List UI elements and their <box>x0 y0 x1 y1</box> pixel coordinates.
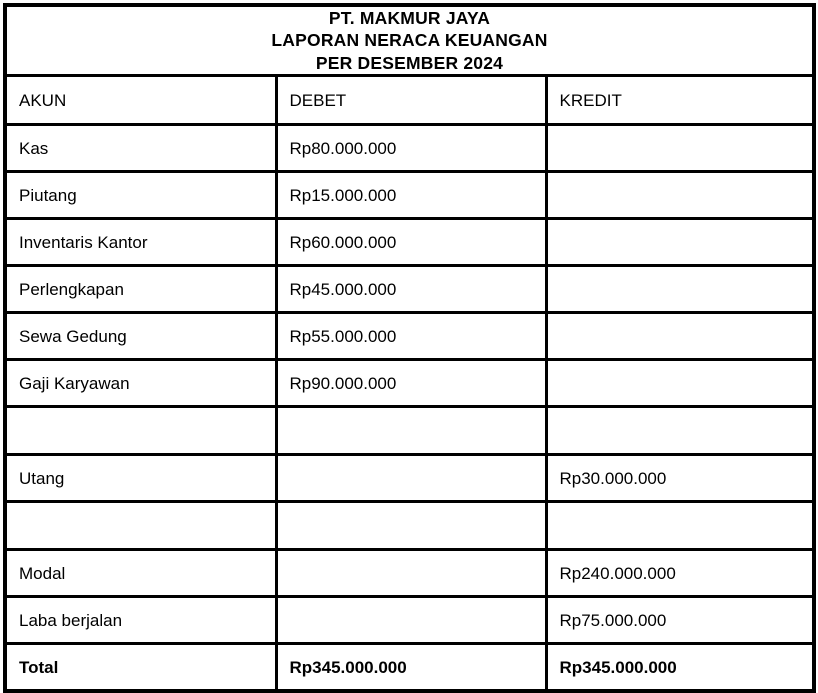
table-body <box>5 5 814 691</box>
cell-kredit: Rp30.000.000 <box>546 455 814 502</box>
table-row <box>5 360 814 407</box>
column-header-akun: AKUN <box>5 76 276 125</box>
title-line-period: PER DESEMBER 2024 <box>315 52 504 73</box>
cell-debet: Rp60.000.000 <box>276 219 546 266</box>
balance-sheet-table <box>3 3 816 693</box>
cell-kredit <box>546 313 814 360</box>
total-debet-value: Rp345.000.000 <box>276 644 546 692</box>
cell-akun: Piutang <box>5 172 276 219</box>
cell-debet <box>276 407 546 455</box>
total-kredit-value: Rp345.000.000 <box>546 644 814 692</box>
column-header-row <box>5 76 814 125</box>
table-row <box>5 266 814 313</box>
table-row <box>5 313 814 360</box>
table-row-total <box>5 644 814 692</box>
cell-debet <box>276 502 546 550</box>
cell-debet <box>276 597 546 644</box>
total-label: Total <box>5 644 276 692</box>
title-line-company: PT. MAKMUR JAYA <box>328 8 491 28</box>
cell-debet: Rp80.000.000 <box>276 125 546 172</box>
document-title <box>5 5 814 76</box>
cell-kredit <box>546 407 814 455</box>
cell-kredit: Rp240.000.000 <box>546 550 814 597</box>
cell-akun <box>5 407 276 455</box>
title-line-report: LAPORAN NERACA KEUANGAN <box>271 30 548 51</box>
column-header-kredit: KREDIT <box>546 76 814 125</box>
cell-akun: Sewa Gedung <box>5 313 276 360</box>
column-header-debet: DEBET <box>276 76 546 125</box>
table-row <box>5 455 814 502</box>
table-row <box>5 550 814 597</box>
cell-debet: Rp15.000.000 <box>276 172 546 219</box>
cell-kredit: Rp75.000.000 <box>546 597 814 644</box>
cell-akun: Perlengkapan <box>5 266 276 313</box>
cell-akun: Kas <box>5 125 276 172</box>
cell-akun: Laba berjalan <box>5 597 276 644</box>
table-row <box>5 219 814 266</box>
cell-akun: Gaji Karyawan <box>5 360 276 407</box>
table-row <box>5 172 814 219</box>
cell-debet: Rp90.000.000 <box>276 360 546 407</box>
cell-debet <box>276 550 546 597</box>
table-row-spacer <box>5 407 814 455</box>
cell-kredit <box>546 360 814 407</box>
cell-akun: Inventaris Kantor <box>5 219 276 266</box>
cell-kredit <box>546 172 814 219</box>
cell-debet: Rp45.000.000 <box>276 266 546 313</box>
cell-kredit <box>546 266 814 313</box>
cell-kredit <box>546 125 814 172</box>
cell-akun: Modal <box>5 550 276 597</box>
cell-kredit <box>546 502 814 550</box>
table-row <box>5 125 814 172</box>
table-row-spacer <box>5 502 814 550</box>
table-row <box>5 597 814 644</box>
cell-kredit <box>546 219 814 266</box>
cell-akun <box>5 502 276 550</box>
cell-akun: Utang <box>5 455 276 502</box>
title-row <box>5 5 814 76</box>
cell-debet: Rp55.000.000 <box>276 313 546 360</box>
cell-debet <box>276 455 546 502</box>
